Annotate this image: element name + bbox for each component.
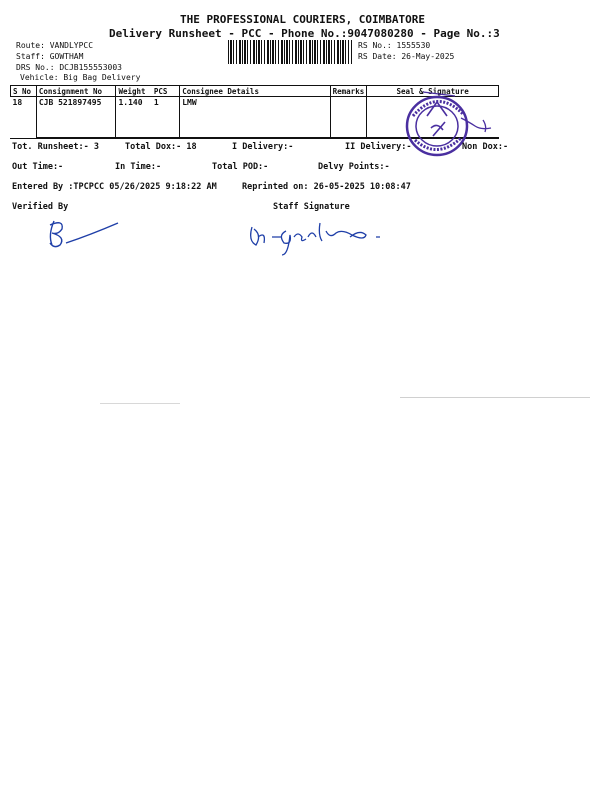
delvy-points: Delvy Points:-: [318, 162, 390, 172]
col-sno: S No: [11, 86, 37, 97]
cell-remarks: [330, 97, 367, 138]
i-delivery: I Delivery:-: [232, 142, 294, 152]
cell-pcs: 1: [152, 97, 180, 138]
col-seal: Seal & Signature: [367, 86, 499, 97]
reprinted-on: Reprinted on: 26-05-2025 10:08:47: [242, 182, 411, 192]
scan-artifact-line: [100, 403, 180, 404]
total-pod: Total POD:-: [212, 162, 269, 172]
rs-number: RS No.: 1555530: [358, 41, 431, 50]
ii-delivery: II Delivery:-: [345, 142, 412, 152]
out-time: Out Time:-: [12, 162, 64, 172]
runsheet-title: Delivery Runsheet - PCC - Phone No.:9047080280 - Page No.:3: [109, 27, 500, 40]
cell-consignee: LMW: [180, 97, 330, 138]
drs-number: DRS No.: DCJB155553003: [16, 63, 122, 72]
route-label: Route: VANDLYPCC: [16, 41, 94, 50]
col-weight: Weight: [116, 86, 152, 97]
non-dox: Non Dox:-: [462, 142, 509, 152]
company-title: THE PROFESSIONAL COURIERS, COIMBATORE: [180, 13, 426, 26]
vehicle-label: Vehicle: Big Bag Delivery: [20, 73, 141, 82]
scan-artifact-line: [400, 397, 590, 398]
barcode: [228, 40, 352, 64]
entered-by: Entered By :TPCPCC 05/26/2025 9:18:22 AM: [12, 182, 217, 192]
rs-date: RS Date: 26-May-2025: [358, 52, 455, 61]
col-consignee: Consignee Details: [180, 86, 330, 97]
col-remarks: Remarks: [330, 86, 367, 97]
verified-by-label: Verified By: [12, 202, 69, 212]
col-pcs: PCS: [152, 86, 180, 97]
cell-consignment: CJB 521897495: [36, 97, 116, 138]
in-time: In Time:-: [115, 162, 162, 172]
tot-runsheet: Tot. Runsheet:- 3: [12, 142, 99, 152]
total-dox: Total Dox:- 18: [125, 142, 197, 152]
staff-label: Staff: GOWTHAM: [16, 52, 84, 61]
staff-signature: [242, 215, 392, 259]
staff-signature-label: Staff Signature: [273, 202, 350, 212]
cell-weight: 1.140: [116, 97, 152, 138]
cell-sno: 18: [12, 98, 23, 107]
verifier-signature: [40, 215, 130, 251]
col-consignment: Consignment No: [36, 86, 116, 97]
